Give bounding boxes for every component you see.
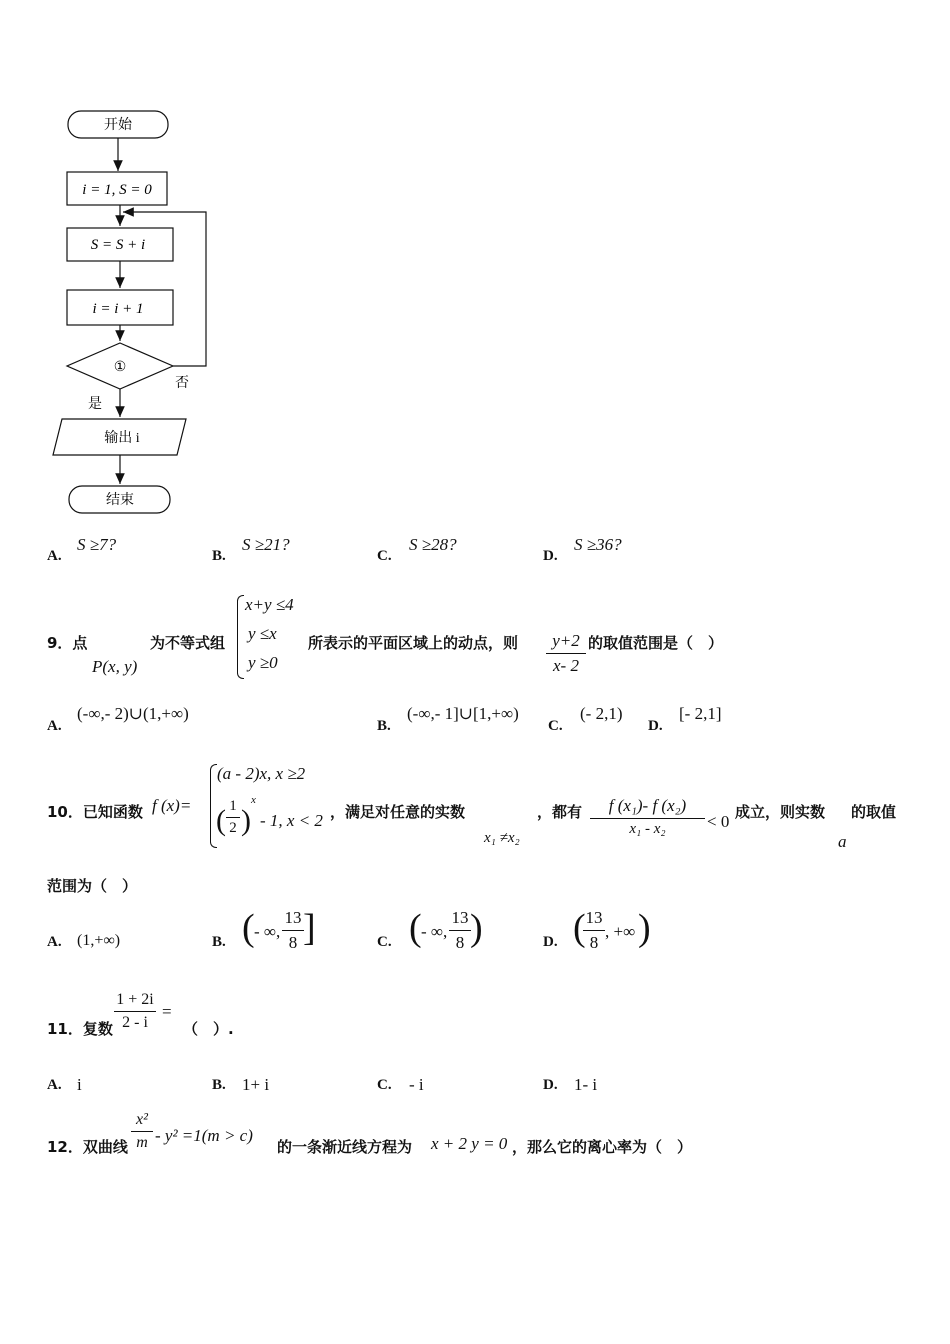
q12-tail: ，那么它的离心率为（ ） [512,1138,693,1156]
q10-mid2-text: ，都有 [537,803,583,821]
flow-output-text: 输出 i [104,431,140,446]
q12-fraction [131,1111,153,1152]
q9-ineq-2: y ≤x [248,624,277,643]
flow-step1-text: S = S + i [90,237,146,253]
q9-tail-text: 所表示的平面区域上的动点，则 [308,634,519,652]
q10-option-b-num: 13 [284,908,302,927]
q9-option-a-label: A. [47,718,62,734]
q9-end-text: 的取值范围是（ ） [588,634,724,652]
q8-option-d-text: S ≥36? [574,535,622,554]
q9-number: 9．点 [47,634,88,652]
q10-option-d-num: 13 [585,908,603,927]
q9-frac-num: y+2 [552,631,580,650]
q11-option-c-label: C. [377,1077,392,1093]
q11-eq: = [162,1002,172,1021]
q11-tail: （ ）. [183,1020,234,1038]
q11-number: 11．复数 [47,1020,113,1038]
q10-case2: ( 1 2 ) x - 1, x < 2 [216,794,323,837]
q9-ineq-3: y ≥0 [248,653,278,672]
q10-option-d-open: ( [573,907,586,949]
q10-option-b-open: ( [242,907,255,949]
q11-fraction [114,991,156,1032]
q10-var: a [838,832,847,851]
flow-end-text: 结束 [106,493,134,508]
q10-option-c-label: C. [377,934,392,950]
q10-case2-exp: x [251,794,256,806]
q12-frac-den: m [136,1134,148,1151]
q8-option-c-text: S ≥28? [409,535,457,554]
q12-rest: - y² =1(m > c) [155,1126,253,1145]
q12-mid: 的一条渐近线方程为 [277,1138,413,1156]
flowchart-svg [0,0,260,530]
q12-frac-num: x² [136,1111,148,1128]
q10-ineq: < 0 [707,812,730,831]
q9-ineq-1: x+y ≤4 [245,595,294,614]
q8-option-a-label: A. [47,548,62,564]
q9-mid-text: 为不等式组 [150,634,226,652]
flow-condition-text: ① [113,360,127,375]
q10-option-d-den: 8 [589,933,599,952]
q10-mid-text: ，满足对任意的实数 [330,803,466,821]
q9-option-c-label: C. [548,718,563,734]
q10-option-c-close: ) [470,907,483,949]
q12-number: 12．双曲线 [47,1138,128,1156]
q10-case2-tail: - 1, x < 2 [260,811,323,830]
q10-frac-num: f (x₁)- f (x₂) [608,796,687,815]
q10-fraction [590,796,705,838]
q9-option-b-text: (-∞,- 1]∪[1,+∞) [407,704,519,723]
q9-option-a-text: (-∞,- 2)∪(1,+∞) [77,704,189,723]
q10-option-b-den: 8 [288,933,298,952]
flow-step2-text: i = i + 1 [92,301,144,317]
q10-option-c-den: 8 [455,933,465,952]
q9-fraction [546,631,586,676]
q11-option-a-label: A. [47,1077,62,1093]
q9-option-c-text: (- 2,1) [580,704,623,723]
q11-option-d-label: D. [543,1077,558,1093]
q10-tail-text: 成立，则实数 [735,803,826,821]
q10-case2-den: 2 [229,820,237,836]
q10-option-c-pre: - ∞, [421,922,448,941]
q9-frac-den: x- 2 [553,656,579,675]
q10-cond: x₁ ≠x₂ [484,830,520,846]
flow-no-label: 否 [175,376,189,391]
q12-eq: x + 2 y = 0 [431,1134,508,1153]
q10-option-b-pre: - ∞, [254,922,281,941]
q10-option-b-close: ] [303,907,316,949]
q10-tail2-text: 的取值 [851,803,897,821]
q8-option-b-label: B. [212,548,226,564]
q10-option-d-post: , +∞ [605,922,636,941]
q10-option-c-num: 13 [451,908,469,927]
flow-start-text: 开始 [104,118,132,133]
q10-option-d-label: D. [543,934,558,950]
q10-option-b [242,907,316,956]
q10-line2: 范围为（ ） [47,877,138,895]
q11-frac-num: 1 + 2i [116,991,154,1008]
q11-option-a-text: i [77,1075,82,1094]
q8-option-b-text: S ≥21? [242,535,290,554]
q10-option-d [573,907,651,956]
q10-case1: (a - 2)x, x ≥2 [217,764,306,783]
q8-option-c-label: C. [377,548,392,564]
q9-option-b-label: B. [377,718,391,734]
q8-option-d-label: D. [543,548,558,564]
q11-frac-den: 2 - i [122,1014,148,1031]
q11-option-b-text: 1+ i [242,1075,270,1094]
q9-brace [237,595,244,679]
flow-init-text: i = 1, S = 0 [82,182,152,198]
q10-option-d-close: ) [638,907,651,949]
q11-option-c-text: - i [409,1075,424,1094]
q11-option-b-label: B. [212,1077,226,1093]
q10-option-b-label: B. [212,934,226,950]
q10-option-a-text: (1,+∞) [77,932,121,949]
q8-option-a-text: S ≥7? [77,535,117,554]
q10-frac-den: x₁ - x₂ [629,821,666,837]
flowchart [0,0,260,530]
q10-fx: f (x)= [152,796,192,815]
q10-option-a-label: A. [47,934,62,950]
flow-yes-label: 是 [88,397,102,412]
q9-point: P(x, y) [92,657,138,676]
q10-number: 10．已知函数 [47,803,143,821]
q10-case2-num: 1 [229,798,237,814]
q9-option-d-text: [- 2,1] [679,704,722,723]
q10-option-c [409,907,483,956]
q9-option-d-label: D. [648,718,663,734]
q11-option-d-text: 1- i [574,1075,598,1094]
q10-option-c-open: ( [409,907,422,949]
